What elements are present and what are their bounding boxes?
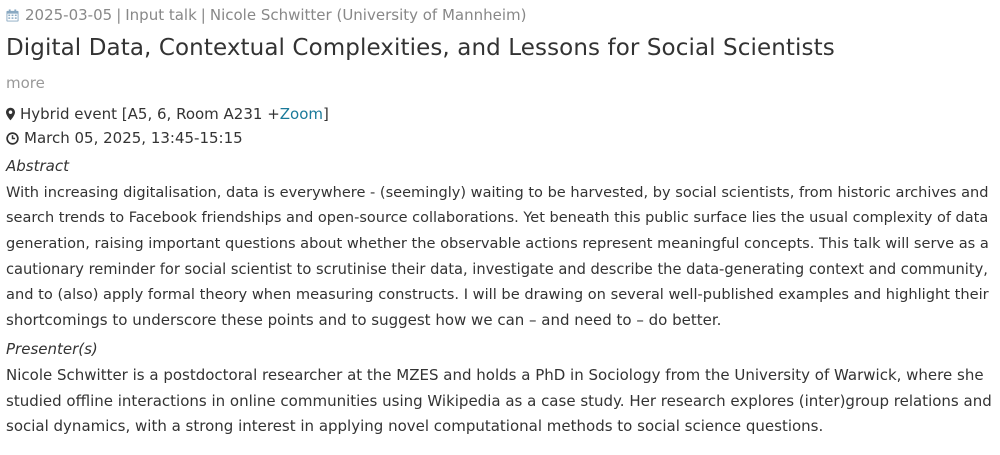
presenter-line: social dynamics, with a strong interest in applying novel computational methods to social science questions.: [6, 417, 824, 435]
map-marker-icon: [6, 107, 15, 121]
location-line: [6, 102, 994, 126]
page-title: Digital Data, Contextual Complexities, and Lessons for Social Scientists: [6, 35, 835, 61]
datetime-line: [6, 126, 994, 150]
location-prefix: Hybrid event [A5, 6, Room A231 +: [20, 105, 280, 123]
meta-separator: |: [116, 6, 122, 24]
abstract-line: and to (also) apply formal theory when measuring constructs. I will be drawing on several well-published examples and highlight their: [6, 286, 989, 303]
location-suffix: ]: [323, 105, 329, 123]
abstract-line: With increasing digitalisation, data is everywhere - (seemingly) waiting to be harvested, by social scientists, from historic archives and: [6, 184, 989, 201]
abstract-line: cautionary reminder for social scientist to scrutinise their data, investigate and describe the data-generating context and community,: [6, 260, 988, 278]
presenter-line: Nicole Schwitter is a postdoctoral researcher at the MZES and holds a PhD in Sociology from the University of Warwick, where she: [6, 366, 984, 384]
event-type: Input talk: [125, 6, 197, 24]
event-date: 2025-03-05: [25, 6, 113, 24]
presenter-line: studied offline interactions in online communities using Wikipedia as a case study. Her research explores (inter)group relations and: [6, 391, 992, 410]
abstract-heading: Abstract: [6, 157, 69, 175]
abstract-line: shortcomings to underscore these points and to suggest how we can – and need to – do better.: [6, 310, 722, 329]
presenter-text: [6, 363, 994, 440]
meta-separator: |: [200, 6, 206, 24]
abstract-line: search trends to Facebook friendships and open-source collaborations. Yet beneath this public surface lies the usual complexity of data: [6, 209, 989, 226]
calendar-icon: [6, 9, 19, 22]
event-meta: [6, 4, 994, 26]
clock-icon: [6, 132, 19, 145]
abstract-text: [6, 180, 994, 333]
more-link[interactable]: more: [6, 74, 45, 92]
event-datetime: March 05, 2025, 13:45-15:15: [24, 129, 243, 147]
event-speaker: Nicole Schwitter (University of Mannheim): [209, 6, 527, 24]
presenter-heading: Presenter(s): [6, 340, 98, 358]
zoom-link[interactable]: Zoom: [279, 105, 324, 123]
abstract-line: generation, raising important questions about whether the observable actions represent meaningful concepts. This talk will serve as a: [6, 235, 989, 252]
